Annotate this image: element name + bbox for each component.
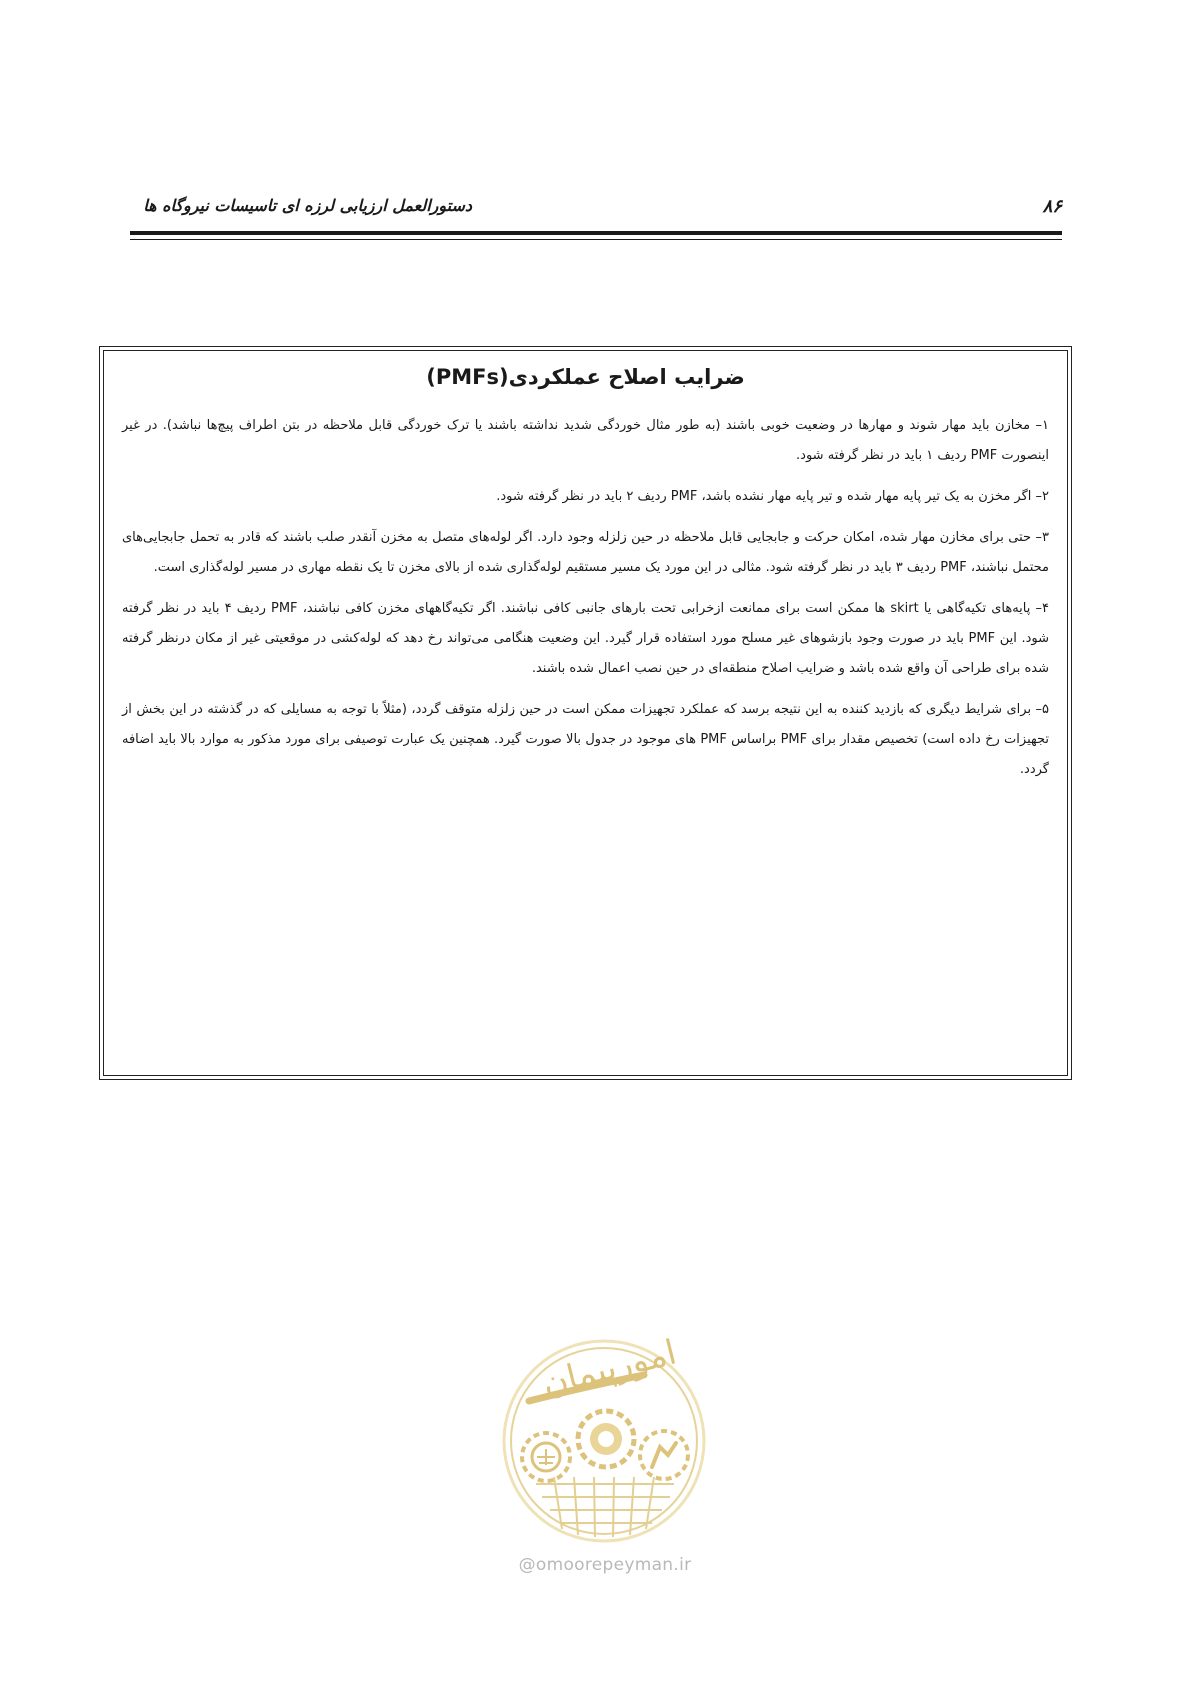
paragraph-5: ۵– برای شرایط دیگری که بازدید کننده به این نتیجه برسد که عملکرد تجهیزات ممکن است در حین زلزله متوقف گردد، (مثلاً با توجه به مسایلی که در گذشته در این بخش از تجهیزات رخ داده است) تخصیص مقدار برای PMF براساس PMF های موجود در جدول بالا صورت گیرد. همچنین یک عبارت توصیفی برای مورد مذکور به موارد بالا باید اضافه گردد. <box>122 702 1049 777</box>
gear-icon-left <box>522 1433 570 1481</box>
watermark-caption: @omoorepeyman.ir <box>518 1555 692 1575</box>
paragraph-4: ۴– پایه‌های تکیه‌گاهی یا skirt ها ممکن است برای ممانعت ازخرابی تحت بارهای جانبی کافی نباشند. اگر تکیه‌گاههای مخزن کافی نباشند، PMF ردیف ۴ باید در نظر گرفته شود. این PMF باید در صورت وجود بازشوهای غیر مسلح مورد استفاده قرار گیرد. این وضعیت هنگامی می‌تواند رخ دهد که لوله‌کشی در موقعیتی غیر از مکان درنظر گرفته شده برای طراحی آن واقع شده باشد و ضرایب اصلاح منطقه‌ای در حین نصب اعمال شده باشند. <box>122 601 1050 676</box>
page-number: ۸۶ <box>1042 196 1062 217</box>
pmf-box-content <box>122 365 1049 796</box>
running-title: دستورالعمل ارزیابی لرزه ای تاسیسات نیروگاه ها <box>143 196 472 215</box>
gear-icon-right <box>640 1431 688 1479</box>
paragraph-3: ۳– حتی برای مخازن مهار شده، امکان حرکت و جابجایی قابل ملاحظه در حین زلزله وجود دارد. اگر لوله‌های متصل به مخزن آنقدر صلب باشند که قادر به تحمل جابجایی‌های محتمل نباشند، PMF ردیف ۳ باید در نظر گرفته شود. مثالی در این مورد یک مسیر مستقیم لوله‌گذاری شده از بالای مخزن تا یک نقطه مهاری در مسیر لوله‌گذاری است. <box>122 530 1049 575</box>
gear-icon-center <box>578 1411 634 1467</box>
paragraph-2: ۲– اگر مخزن به یک تیر پایه مهار شده و تیر پایه مهار نشده باشد، PMF ردیف ۲ باید در نظر گرفته شود. <box>496 489 1049 504</box>
header-rule-thick <box>130 231 1062 235</box>
pmf-box <box>99 346 1072 1080</box>
watermark-logo-text: امورپیمان <box>538 1332 681 1405</box>
page-header <box>130 196 1062 236</box>
box-title: ضرایب اصلاح عملکردی(PMFs) <box>426 365 745 389</box>
paragraph-1: ۱– مخازن باید مهار شوند و مهارها در وضعیت خوبی باشند (به طور مثال خوردگی شدید نداشته باشند یا ترک خوردگی قابل ملاحظه در بتن اطراف پیچ‌ها نباشد). در غیر اینصورت PMF ردیف ۱ باید در نظر گرفته شود. <box>122 418 1049 463</box>
watermark-logo <box>494 1329 714 1579</box>
header-rule-thin <box>130 239 1062 240</box>
